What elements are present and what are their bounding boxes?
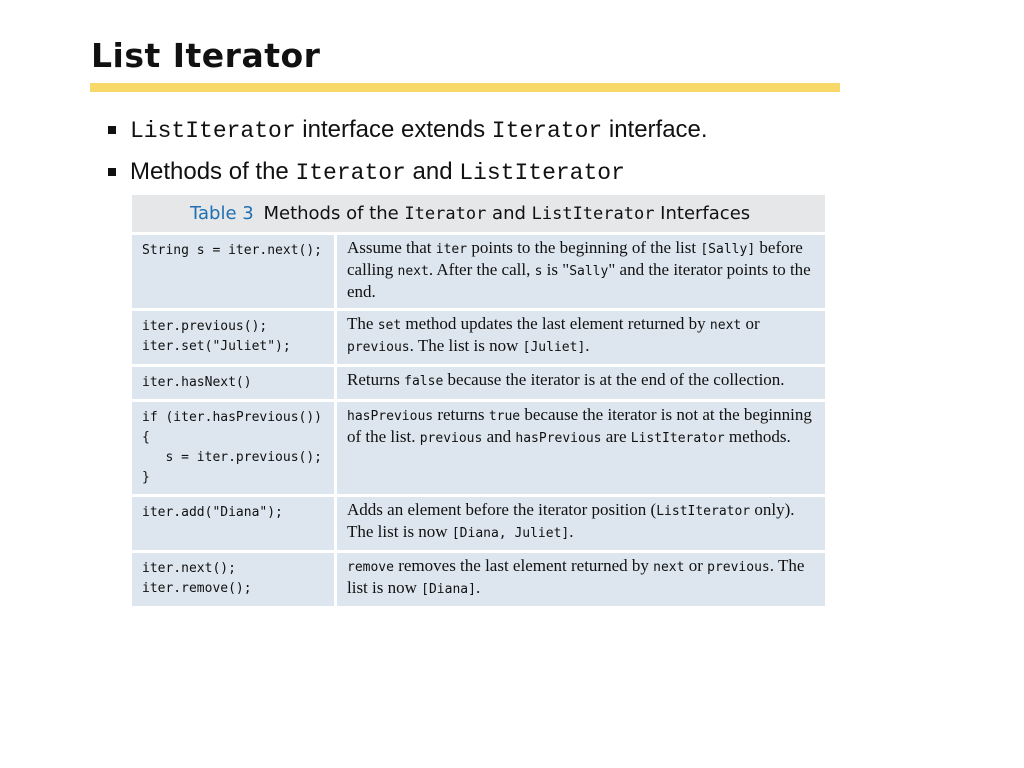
code-line: iter.set("Juliet");	[142, 339, 291, 354]
table-row	[132, 367, 825, 399]
code-line: iter.add("Diana");	[142, 505, 283, 520]
inline-code: previous	[347, 340, 410, 355]
methods-table	[132, 195, 825, 606]
table-caption: Table 3 Methods of the Iterator and ListIterator Interfaces	[132, 195, 825, 232]
description-cell	[337, 553, 825, 606]
bullet-text: Methods of the Iterator and ListIterator	[130, 158, 625, 186]
description-text: because the iterator is not at the beginning of the list.	[347, 405, 812, 446]
code-cell	[132, 497, 334, 550]
description-text: Assume that	[347, 238, 436, 257]
description-cell	[337, 497, 825, 550]
code-line: }	[142, 470, 150, 485]
description-text: are	[601, 427, 631, 446]
description-text: " and the iterator points to the end.	[347, 260, 811, 301]
code-line: {	[142, 430, 150, 445]
inline-code: previous	[419, 431, 483, 446]
description-text: . The list is now	[347, 556, 805, 597]
description-text: or	[741, 314, 760, 333]
description-text: .	[475, 578, 481, 597]
code-line: iter.hasNext()	[142, 375, 252, 390]
inline-code: iter	[435, 242, 468, 257]
code-line: s = iter.previous();	[142, 450, 323, 465]
description-text: methods.	[724, 427, 791, 446]
description-text: returns	[433, 405, 489, 424]
description-text: removes the last element returned by	[393, 556, 654, 575]
inline-code: next	[709, 318, 742, 333]
inline-code: next	[397, 264, 429, 279]
code-cell	[132, 402, 334, 494]
description-text: and	[482, 427, 516, 446]
code-cell	[132, 553, 334, 606]
description-text: Returns	[347, 370, 405, 389]
table-row	[132, 497, 825, 550]
bullet-item	[108, 116, 708, 144]
description-text: .	[585, 336, 590, 355]
table-body	[132, 235, 825, 606]
inline-code: next	[653, 560, 685, 575]
inline-code: s	[534, 264, 543, 279]
description-text: or	[684, 556, 708, 575]
inline-code: hasPrevious	[347, 409, 434, 424]
description-cell	[337, 367, 825, 399]
description-cell	[337, 311, 825, 364]
bullet-square-icon	[108, 126, 116, 134]
code-cell	[132, 311, 334, 364]
code-cell	[132, 367, 334, 399]
description-text: is "	[542, 260, 570, 279]
inline-code: [Diana]	[421, 582, 476, 597]
inline-code: [Sally]	[700, 242, 756, 257]
inline-code: true	[488, 409, 521, 424]
description-cell	[337, 402, 825, 494]
description-text: .	[569, 522, 574, 541]
inline-code: hasPrevious	[515, 431, 602, 446]
description-text: method updates the last element returned by	[401, 314, 710, 333]
description-cell	[337, 235, 825, 308]
description-text: before calling	[347, 238, 803, 279]
inline-code: [Juliet]	[522, 340, 586, 355]
bullet-text: ListIterator interface extends Iterator interface.	[130, 116, 708, 144]
inline-code: set	[377, 318, 402, 333]
bullet-item	[108, 158, 625, 186]
table-row	[132, 311, 825, 364]
inline-code: [Diana, Juliet]	[451, 526, 570, 541]
slide-title: List Iterator	[91, 36, 321, 75]
code-line: iter.next();	[142, 561, 236, 576]
code-cell	[132, 235, 334, 308]
description-text: . The list is now	[409, 336, 523, 355]
inline-code: ListIterator	[656, 504, 751, 519]
description-text: . After the call,	[428, 260, 535, 279]
code-line: String s = iter.next();	[142, 243, 323, 258]
title-underline	[90, 83, 840, 92]
inline-code: remove	[347, 560, 394, 575]
inline-code: Sally	[569, 264, 609, 279]
table-row	[132, 235, 825, 308]
description-text: because the iterator is at the end of the collection.	[443, 370, 785, 389]
bullet-square-icon	[108, 168, 116, 176]
inline-code: false	[404, 374, 444, 389]
description-text: Adds an element before the iterator position (	[347, 500, 657, 519]
table-row	[132, 402, 825, 494]
description-text: only). The list is now	[347, 500, 795, 541]
description-text: The	[347, 314, 378, 333]
inline-code: previous	[707, 560, 770, 575]
description-text: points to the beginning of the list	[467, 238, 701, 257]
code-line: iter.remove();	[142, 581, 252, 596]
table-row	[132, 553, 825, 606]
inline-code: ListIterator	[630, 431, 725, 446]
code-line: if (iter.hasPrevious())	[142, 410, 323, 425]
code-line: iter.previous();	[142, 319, 268, 334]
